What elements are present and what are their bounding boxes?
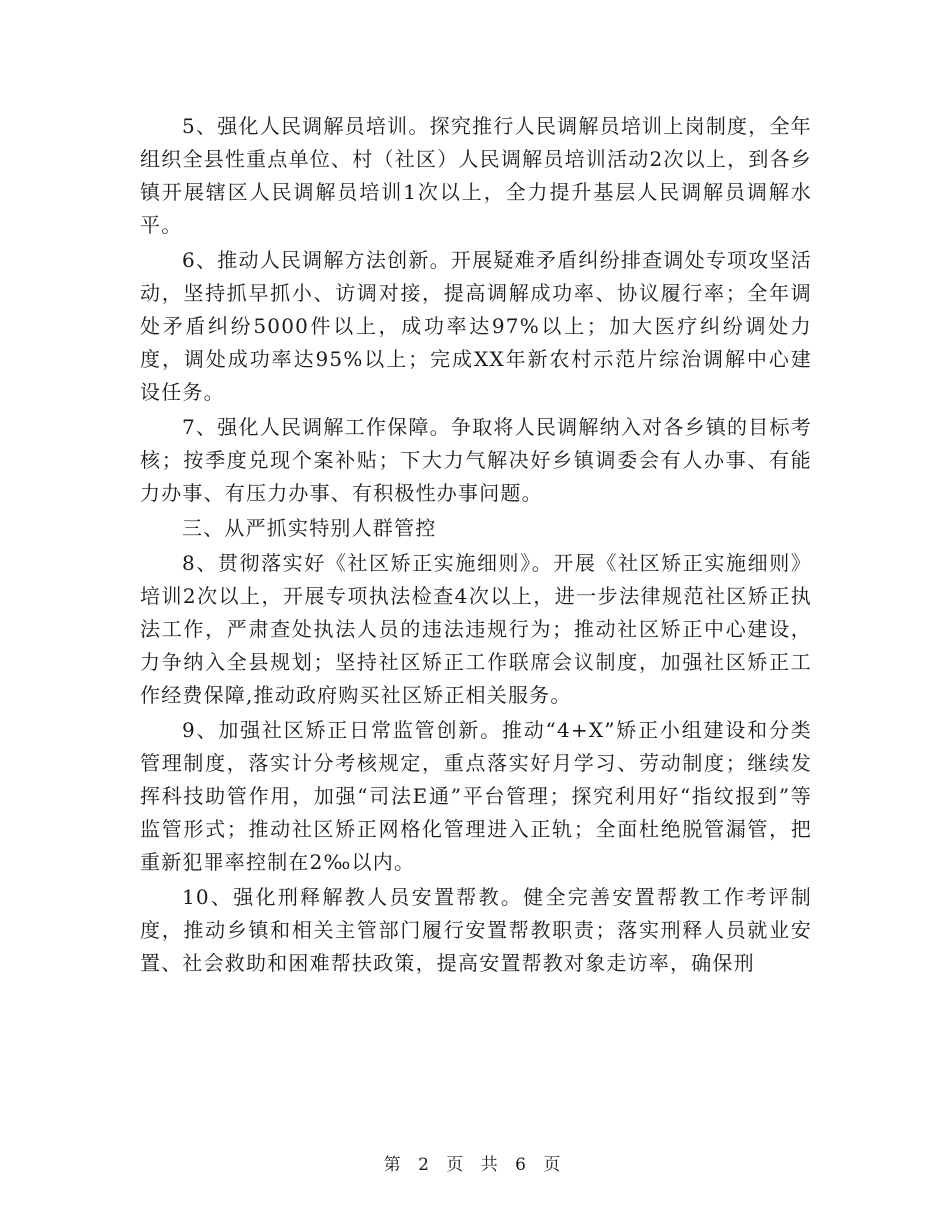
paragraph-item-7: 7、强化人民调解工作保障。争取将人民调解纳入对各乡镇的目标考核；按季度兑现个案补贴；下大力气解决好乡镇调委会有人办事、有能力办事、有压力办事、有积极性办事问题。 bbox=[140, 415, 812, 505]
paragraph-item-10: 10、强化刑释解教人员安置帮教。健全完善安置帮教工作考评制度，推动乡镇和相关主管部门履行安置帮教职责；落实刑释人员就业安置、社会救助和困难帮扶政策，提高安置帮教对象走访率，确保刑 bbox=[140, 885, 812, 975]
section-heading-3: 三、从严抓实特别人群管控 bbox=[182, 516, 437, 540]
page-number-footer: 第 2 页 共 6 页 bbox=[383, 1155, 567, 1175]
paragraph-item-5: 5、强化人民调解员培训。探究推行人民调解员培训上岗制度，全年组织全县性重点单位、村（社区）人民调解员培训活动2次以上，到各乡镇开展辖区人民调解员培训1次以上，全力提升基层人民调解员调解水平。 bbox=[140, 114, 812, 237]
paragraph-item-8: 8、贯彻落实好《社区矫正实施细则》。开展《社区矫正实施细则》培训2次以上，开展专项执法检查4次以上，进一步法律规范社区矫正执法工作，严肃查处执法人员的违法违规行为；推动社区矫正中心建设，力争纳入全县规划；坚持社区矫正工作联席会议制度，加强社区矫正工作经费保障,推动政府购买社区矫正相关服务。 bbox=[140, 551, 812, 707]
paragraph-item-6: 6、推动人民调解方法创新。开展疑难矛盾纠纷排查调处专项攻坚活动，坚持抓早抓小、访调对接，提高调解成功率、协议履行率；全年调处矛盾纠纷5000件以上，成功率达97%以上；加大医疗纠纷调处力度，调处成功率达95%以上；完成XX年新农村示范片综治调解中心建设任务。 bbox=[140, 248, 812, 404]
paragraph-item-9: 9、加强社区矫正日常监管创新。推动“4+X”矫正小组建设和分类管理制度，落实计分考核规定，重点落实好月学习、劳动制度；继续发挥科技助管作用，加强“司法E通”平台管理；探究利用好“指纹报到”等监管形式；推动社区矫正网格化管理进入正轨；全面杜绝脱管漏管，把重新犯罪率控制在2‰以内。 bbox=[140, 718, 812, 874]
document-body bbox=[140, 110, 812, 982]
